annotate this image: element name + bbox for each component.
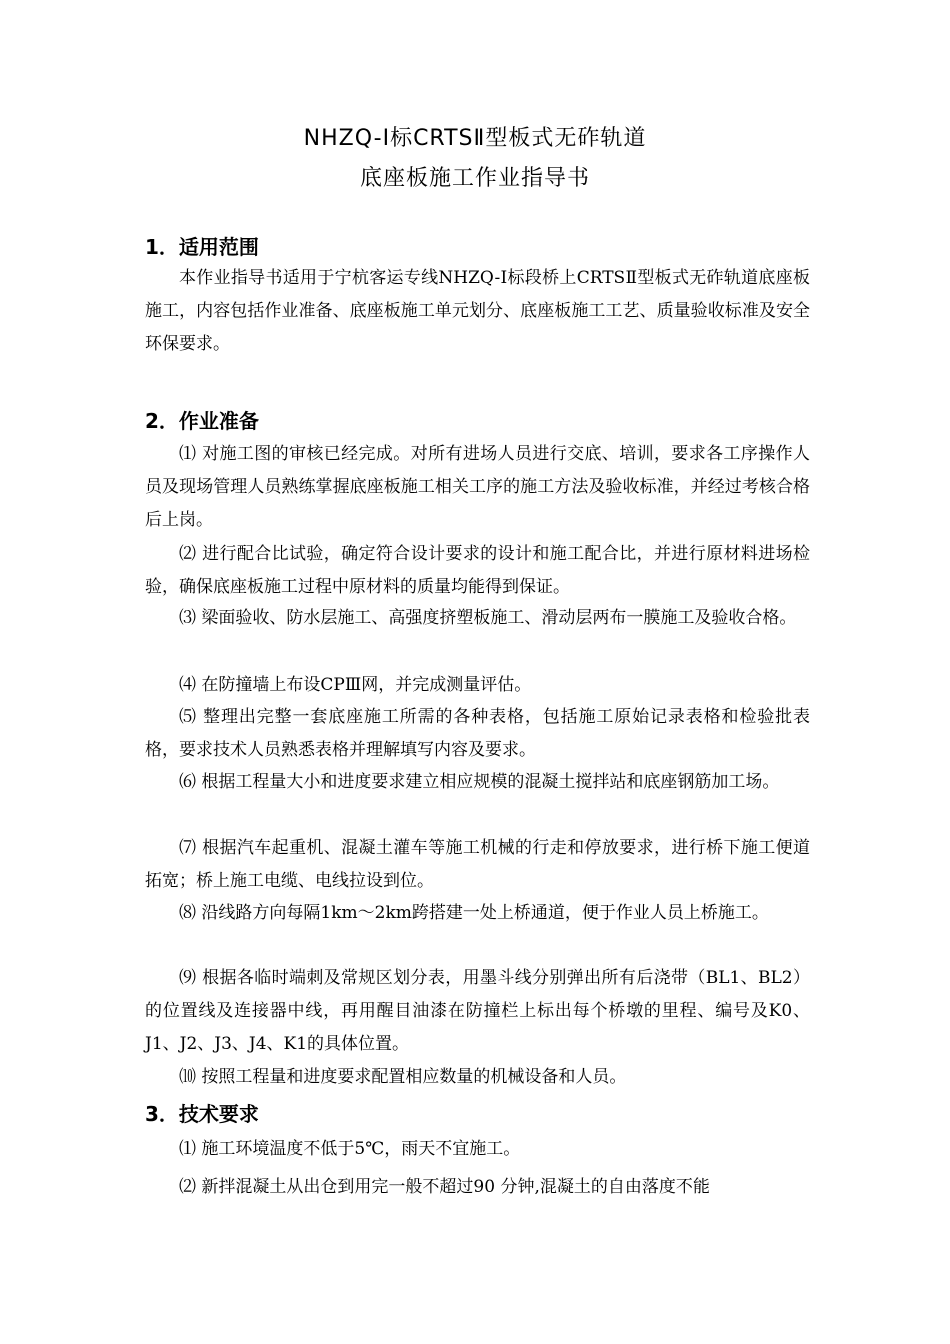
- paragraph: ⑵ 新拌混凝土从出仓到用完一般不超过90 分钟,混凝土的自由落度不能: [179, 1177, 710, 1197]
- paragraph: ⑵ 进行配合比试验，确定符合设计要求的设计和施工配合比，并进行原材料进场检验，确保底座板施工过程中原材料的质量均能得到保证。: [145, 544, 810, 597]
- paragraph: ⑴ 施工环境温度不低于5℃，雨天不宜施工。: [179, 1139, 521, 1159]
- paragraph: ⑽ 按照工程量和进度要求配置相应数量的机械设备和人员。: [179, 1067, 627, 1087]
- paragraph: ⑶ 梁面验收、防水层施工、高强度挤塑板施工、滑动层两布一膜施工及验收合格。: [179, 608, 797, 628]
- paragraph: ⑸ 整理出完整一套底座施工所需的各种表格，包括施工原始记录表格和检验批表格，要求技术人员熟悉表格并理解填写内容及要求。: [145, 707, 810, 760]
- paragraph: ⑻ 沿线路方向每隔1km～2km跨搭建一处上桥通道，便于作业人员上桥施工。: [179, 903, 769, 923]
- paragraph: ⑼ 根据各临时端刺及常规区划分表，用墨斗线分别弹出所有后浇带（BL1、BL2）的位置线及连接器中线，再用醒目油漆在防撞栏上标出每个桥墩的里程、编号及K0、J1、J2、J3、J4、K1的具体位置。: [145, 968, 810, 1054]
- paragraph: ⑴ 对施工图的审核已经完成。对所有进场人员进行交底、培训，要求各工序操作人员及现场管理人员熟练掌握底座板施工相关工序的施工方法及验收标准，并经过考核合格后上岗。: [145, 444, 810, 530]
- paragraph: ⑷ 在防撞墙上布设CPⅢ网，并完成测量评估。: [179, 675, 532, 695]
- document-title-line-2: 底座板施工作业指导书: [359, 166, 590, 191]
- document-title-line-1: NHZQ-Ⅰ标CRTSⅡ型板式无砟轨道: [303, 126, 647, 151]
- paragraph: ⑺ 根据汽车起重机、混凝土灌车等施工机械的行走和停放要求，进行桥下施工便道拓宽；桥上施工电缆、电线拉设到位。: [145, 838, 810, 891]
- paragraph: ⑹ 根据工程量大小和进度要求建立相应规模的混凝土搅拌站和底座钢筋加工场。: [179, 772, 780, 792]
- section-heading-2: 2．作业准备: [145, 409, 259, 433]
- paragraph: 本作业指导书适用于宁杭客运专线NHZQ-Ⅰ标段桥上CRTSⅡ型板式无砟轨道底座板施工，内容包括作业准备、底座板施工单元划分、底座板施工工艺、质量验收标准及安全环保要求。: [145, 268, 810, 354]
- section-heading-3: 3．技术要求: [145, 1102, 259, 1126]
- section-heading-1: 1．适用范围: [145, 235, 259, 259]
